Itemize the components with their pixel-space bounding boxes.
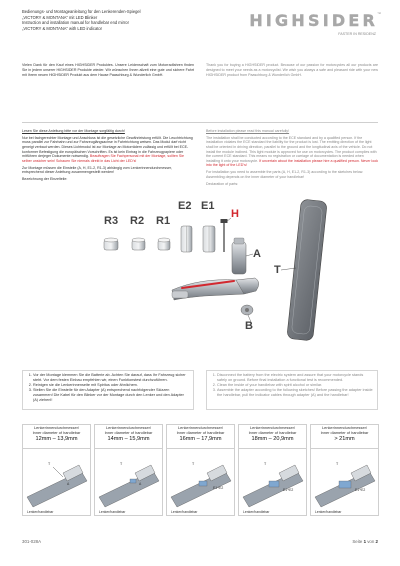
header-line-1: Bedienungs- und Montageanleitung für den Lenkerenden-Spiegel xyxy=(22,9,141,14)
ring-r1 xyxy=(158,238,170,250)
size-header xyxy=(239,425,306,449)
intro-section xyxy=(22,63,378,85)
size-label-en: Inner diameter of handlebar xyxy=(32,429,81,435)
document-header xyxy=(22,9,381,54)
end-cap-b xyxy=(241,305,253,315)
svg-text:T: T xyxy=(120,462,123,466)
notes-en xyxy=(206,129,378,188)
size-range: > 21mm xyxy=(334,435,355,442)
intro-de: Vielen Dank für den Kauf eines HIGHSIDER Produktes. Unsere Leidenschaft zum Motorradfahren finden Sie in jedem unserer HIGHSIDER Produkte wieder. Wir wünschen Ihnen allzeit eine gute und sichere Fahrt mit Ihrem neuen HIGHSIDER Produkt aus dem Hause Paaschburg & Wunderlich GmbH. xyxy=(22,63,194,77)
page-total: 2 xyxy=(375,539,378,544)
size-box-4 xyxy=(238,424,307,516)
size-box-2 xyxy=(94,424,163,516)
highsider-logo xyxy=(249,11,381,37)
handlebar-sketch xyxy=(95,449,164,517)
step-en-3: 3. Assemble the adapter according to the following sketches! Before passing the adapter inside the handlebar, pull the indicator cables through adapter (A) and the handlebar! xyxy=(217,388,374,398)
page-prefix: Seite xyxy=(352,539,364,544)
size-box-5 xyxy=(310,424,379,516)
size-caption: Lenker/handlebar xyxy=(315,510,342,514)
size-label-de: Lenkerinnendurchmesser/ xyxy=(106,425,151,430)
notes-de-p2: Zur Montage müssen die Einsteile (A, H, E1-2, R1-3) abhängig vom Lenkerinnendurchmesser, entsprechend dieser Anleitung zusammengestellt werden! xyxy=(22,165,173,175)
steps-de xyxy=(22,370,194,410)
handlebar-sketch xyxy=(239,449,308,517)
parts-diagram xyxy=(22,196,378,362)
adapter-a xyxy=(232,238,246,274)
label-e2: E2 xyxy=(178,200,192,212)
notes-de xyxy=(22,129,194,184)
notes-de-warning: Beauftragen Sie Fachpersonal mit der Montage, sollten Sie selber unsicher sein! Schauen Sie niemals direkt in das Licht der LED’s! xyxy=(22,154,185,163)
svg-text:E1+E2: E1+E2 xyxy=(213,486,224,490)
size-box-1 xyxy=(22,424,91,516)
svg-text:T: T xyxy=(192,462,195,466)
notes-en-parts: Declaration of parts: xyxy=(206,181,239,186)
notes-de-heading: Lesen Sie diese Anleitung bitte vor der Montage sorgfältig durch! xyxy=(22,129,125,133)
svg-text:T: T xyxy=(264,462,267,466)
page-separator: von xyxy=(366,539,376,544)
size-label-de: Lenkerinnendurchmesser/ xyxy=(322,425,367,430)
diameter-size-table xyxy=(22,424,378,516)
size-caption: Lenker/handlebar xyxy=(171,510,198,514)
label-e1: E1 xyxy=(201,200,215,212)
document-code: 301-028A xyxy=(22,539,42,544)
label-a: A xyxy=(253,248,261,260)
label-b: B xyxy=(245,320,253,332)
label-t: T xyxy=(274,264,281,276)
size-label-en: Inner diameter of handlebar xyxy=(320,429,369,435)
size-caption: Lenker/handlebar xyxy=(99,510,126,514)
header-title-block xyxy=(22,9,232,31)
svg-text:E1+E2: E1+E2 xyxy=(355,488,366,492)
ring-r2 xyxy=(132,238,145,250)
svg-text:T: T xyxy=(48,462,51,466)
size-header xyxy=(95,425,162,449)
step-de-2: 2. Reinigen sie die Lenkerinnenseite mit Spiritus oder ähnlichem. xyxy=(33,383,190,388)
step-de-1: 1. Vor der Montage klemmen Sie die Batterie ab. Achten Sie darauf, dass Ihr Fahrzeug sicher steht. Vor dem festen Einbau empfehlen wir, einen Funktionstest durchzuführen. xyxy=(33,373,190,383)
size-box-3 xyxy=(166,424,235,516)
intro-en: Thank you for buying a HIGHSIDER product. Because of our passion for motorcycles all our products are designed to meet your needs as a motorcyclist. We wish you always a safe and pleasant ride with your new HIGHSIDER product from Paaschburg & Wunderlich GmbH. xyxy=(206,63,378,77)
notes-en-warning: If uncertain about the installation please hire a qualified person. Never look into the light of the LED’s! xyxy=(206,158,379,168)
notes-de-parts: Bezeichnung der Einzelteile: xyxy=(22,176,68,181)
svg-text:A: A xyxy=(139,482,142,486)
step-en-2: 2. Clean the inside of your handlebar with spirit alcohol or similar. xyxy=(217,383,374,388)
size-label-en: Inner diameter of handlebar xyxy=(248,429,297,435)
parts-illustration xyxy=(22,196,378,362)
size-label-en: Inner diameter of handlebar xyxy=(176,429,225,435)
mirror-arm xyxy=(172,278,259,300)
size-header xyxy=(167,425,234,449)
svg-text:A: A xyxy=(67,482,70,486)
page-indicator xyxy=(352,539,378,544)
notes-de-p1: Nur bei fachgerechter Montage und Anschluss ist die gesetzliche Gewährleistung erfüllt. Die Leuchtrichtung muss parallel zur Fahrbahn und zur Fahrzeuglängsachse in Fahrtrichtung weisen. Das Modul darf nicht geneigt verbaut werden. Dieses Lichtmodul ist zur Montage an Motorrädern zulässig und erfüllt bei ECE-konformer Befestigung die europäischen Vorschriften. Es ist kein Eintrag in die Fahrzeugpapiere oder mitführen derjeger Dokumente notwendig. xyxy=(22,135,193,159)
size-label-de: Lenkerinnendurchmesser/ xyxy=(178,425,223,430)
logo-trademark: ™ xyxy=(377,11,381,16)
size-caption: Lenker/handlebar xyxy=(243,510,270,514)
installation-steps xyxy=(22,370,378,410)
logo-tagline: FASTER IN RESIDENZ xyxy=(338,32,376,36)
size-label-de: Lenkerinnendurchmesser/ xyxy=(250,425,295,430)
expander-e1 xyxy=(203,226,215,252)
bolt-h xyxy=(221,219,228,252)
svg-text:E1+E2: E1+E2 xyxy=(283,488,294,492)
label-r2: R2 xyxy=(130,215,145,227)
notes-en-p2: For installation you need to assemble the parts (A, H, E1-2, R1-3) according to the sketches below. Assembling depends on the inner diameter of your handlebar! xyxy=(206,170,364,179)
label-r1: R1 xyxy=(156,215,171,227)
size-range: 12mm – 13,9mm xyxy=(35,435,78,442)
size-range: 18mm – 20,9mm xyxy=(251,435,294,442)
size-range: 14mm – 15,9mm xyxy=(107,435,150,442)
handlebar-sketch xyxy=(311,449,380,517)
label-h: H xyxy=(231,208,239,220)
handlebar-sketch xyxy=(23,449,92,517)
ring-r3 xyxy=(104,238,118,250)
page-current: 1 xyxy=(363,539,367,544)
notes-de-body xyxy=(22,136,194,164)
size-label-en: Inner diameter of handlebar xyxy=(104,429,153,435)
notes-en-body xyxy=(206,136,378,168)
size-range: 16mm – 17,9mm xyxy=(179,435,222,442)
size-caption: Lenker/handlebar xyxy=(27,510,54,514)
header-line-3: Instruction and installation manual for handlebar end mirror xyxy=(22,20,129,26)
step-en-1: 1. Disconnect the battery from the electric system and assure that your motorcycle stands safely on ground. Before final installation a functional test is recommended. xyxy=(217,373,374,383)
notes-en-p1: The installation shall be conducted according to the ECE standard and by a qualified person. If the installation violates the ECE standard the liability for the product is lost. The emitting direction of the light shall be oriented in driving direction, parallel to the ground and the longitudinal axis of the vehicle. Do not install the module inclined. This light module is approved for use on motorcycles. The product complies with the current ECE standard. This means no registration or carriage of documentation is needed when installing it onto your motorcycle. xyxy=(206,135,377,163)
size-label-de: Lenkerinnendurchmesser/ xyxy=(34,425,79,430)
expander-e2 xyxy=(181,226,192,252)
divider xyxy=(22,122,378,123)
label-r3: R3 xyxy=(104,215,119,227)
size-header xyxy=(311,425,378,449)
step-de-3: 3. Stellen Sie die Einsteile für den Adapter (A) entsprechend nachfolgender Skizzen zusammen! Die Kabel für den Blinker vor der Montage durch den Lenker und den Adapter (A) ziehen!! xyxy=(33,388,190,402)
logo-wordmark: HIGHSIDER xyxy=(249,11,378,30)
steps-en xyxy=(206,370,378,410)
header-line-4: „VICTORY & MONTANA“ with LED indicator xyxy=(22,25,102,31)
mirror-glass-t xyxy=(287,199,327,341)
header-line-2: „VICTORY & MONTANA“ mit LED Blinker xyxy=(22,14,98,20)
handlebar-sketch xyxy=(167,449,236,517)
svg-text:T: T xyxy=(336,462,339,466)
size-header xyxy=(23,425,90,449)
notes-en-heading: Before installation please read this manual carefully! xyxy=(206,129,290,133)
